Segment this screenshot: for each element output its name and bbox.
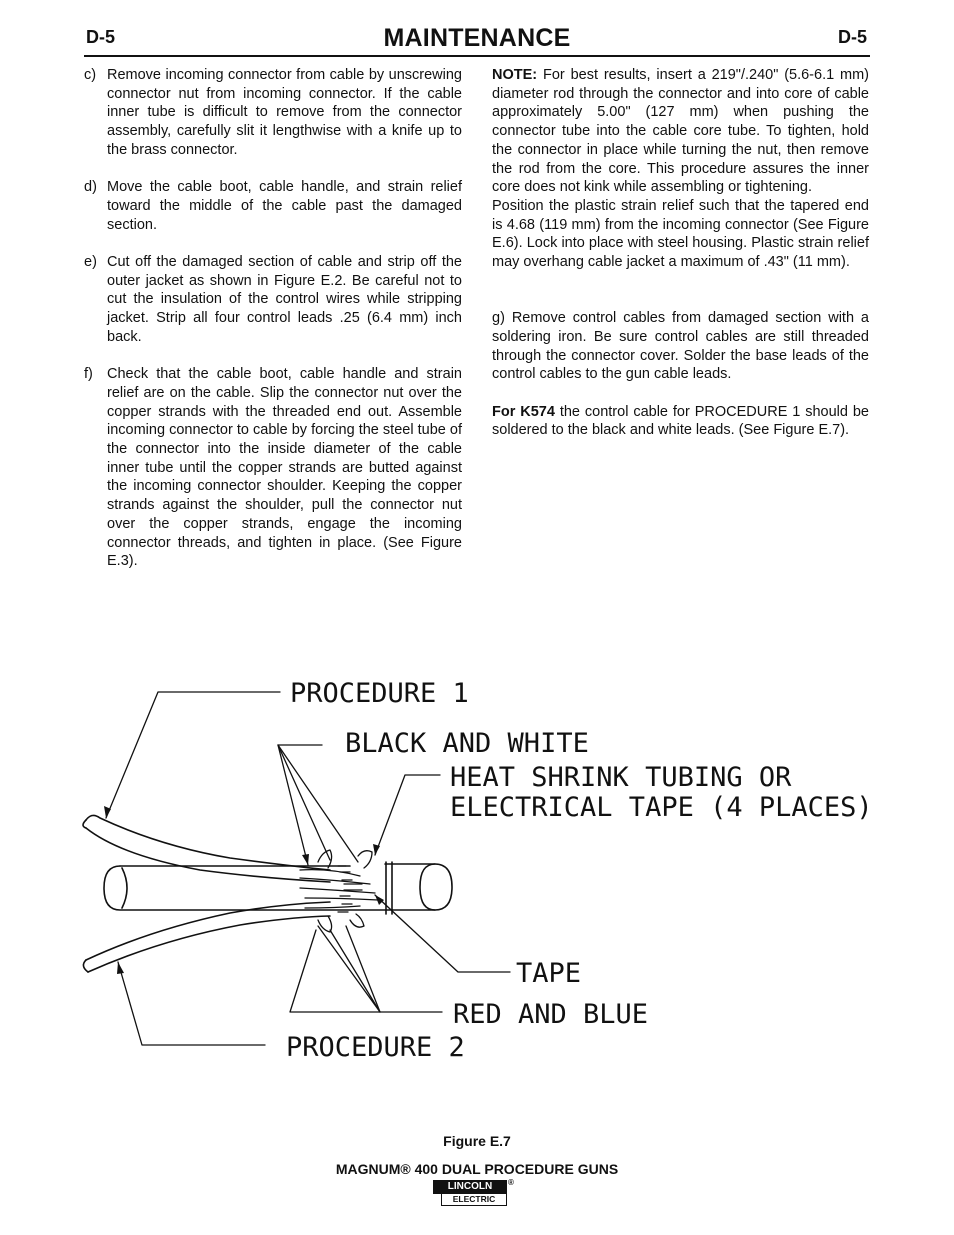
position-paragraph: Position the plastic strain relief such that the tapered end is 4.68 (119 mm) from the incoming connector (See Figure E.6). Lock into place with steel housing. Plastic strain relief may overhang cable jacket a maximum of .43" (11 mm). [492,197,869,271]
k574-text: the control cable for PROCEDURE 1 should be soldered to the black and white leads. (See Figure E.7). [492,403,869,439]
section-number-right: D-5 [838,27,868,47]
step-marker: e) [84,254,97,270]
control-wires [300,850,378,932]
label-procedure-1: PROCEDURE 1 [290,678,469,709]
procedure-2-cable [83,902,330,972]
step-text: Remove incoming connector from cable by unscrewing connector nut from incoming connector. If the cable inner tube is difficult to remove from the connector assembly, carefully slit it lengthwise with a knife up to the brass connector. [107,67,462,158]
label-red-and-blue: RED AND BLUE [453,999,649,1030]
logo-bottom-text: ELECTRIC [441,1193,507,1206]
label-procedure-2: PROCEDURE 2 [286,1032,465,1063]
page-title: MAINTENANCE [383,24,571,52]
procedure-1-cable [83,815,330,882]
step-g: g) Remove control cables from damaged section with a soldering iron. Be sure control cables are still threaded through the connector cover. Solder the base leads of the control cables to the gun cable leads. [492,310,869,383]
logo-top-text: LINCOLN [433,1180,507,1194]
logo-registered-mark: ® [508,1178,514,1187]
note-label: NOTE: [492,67,538,83]
label-tape: TAPE [516,958,582,989]
product-name: MAGNUM® 400 DUAL PROCEDURE GUNS [335,1161,619,1177]
step-text: Cut off the damaged section of cable and strip off the outer jacket as shown in Figure E.2. Be careful not to cut the insulation of the control wires while stripping jacket. Strip all four control leads .25 (6.4 mm) inch back. [107,254,462,345]
note-text: For best results, insert a 219"/.240" (5.6-6.1 mm) diameter rod through the connector and into core of cable approximately 5.00" (127 mm) when pushing the connector tube into the cable core tube. To tighten, hold the connector in place while turning the nut, then remove the rod from the core. This procedure assures the inner core does not kink while assembling or tightening. [492,67,870,196]
step-text: Move the cable boot, cable handle, and strain relief toward the middle of the cable past the damaged section. [107,179,462,233]
step-marker: c) [84,67,97,83]
label-heat-shrink-1: HEAT SHRINK TUBING OR [450,762,792,793]
k574-label: For K574 [492,403,555,420]
label-black-and-white: BLACK AND WHITE [345,728,589,759]
figure-caption: Figure E.7 [443,1133,511,1149]
label-heat-shrink-2: ELECTRICAL TAPE (4 PLACES) [450,792,873,823]
section-number-left: D-5 [86,27,116,47]
main-cable [104,864,452,910]
step-text: Check that the cable boot, cable handle and strain relief are on the cable. Slip the connector nut over the copper strands with the threaded end out. Assemble incoming connector to cable by forcing the steel tube of the connector into the inside diameter of the cable inner tube until the copper strands are butted against the incoming connector shoulder. Keeping the copper strands against the shoulder, pull the connector nut over the copper strands, engage the incoming connector threads, and tighten in place. (See Figure E.3). [107,366,462,570]
step-marker: f) [84,366,93,383]
step-marker: d) [84,179,97,196]
lincoln-electric-logo [433,1180,523,1206]
